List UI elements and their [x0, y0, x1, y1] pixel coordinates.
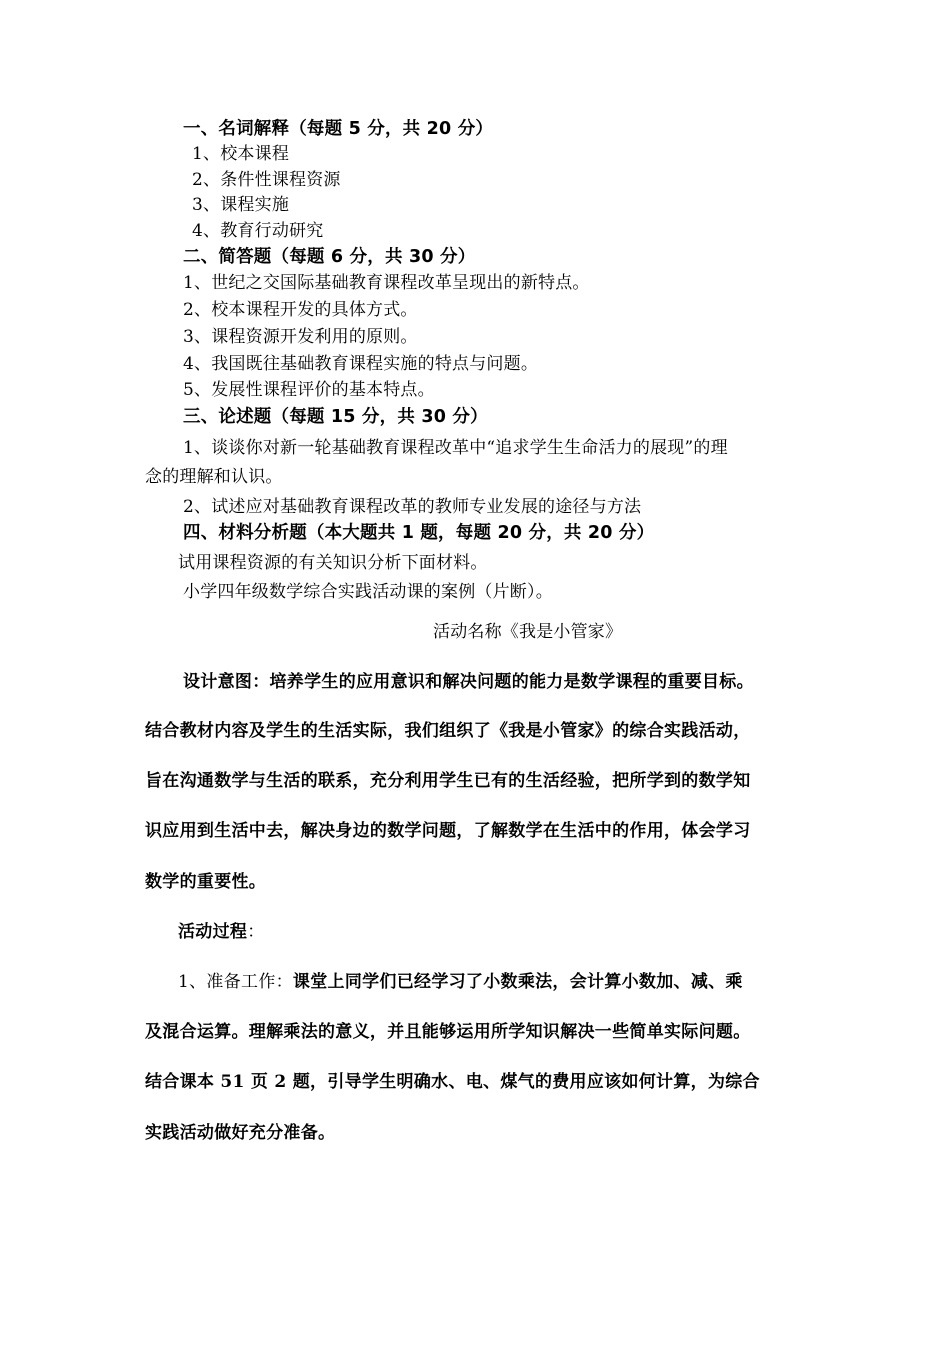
section1-title: 一、名词解释（每题 5 分，共 20 分） — [183, 119, 494, 139]
section2-title: 二、简答题（每题 6 分，共 30 分） — [183, 247, 476, 267]
design-intent-label: 设计意图 — [183, 672, 253, 692]
section2-item-2: 2、校本课程开发的具体方式。 — [183, 300, 418, 320]
process-colon: ： — [247, 922, 265, 942]
design-intent-line-4: 识应用到生活中去，解决身边的数学问题，了解数学在生活中的作用，体会学习 — [145, 821, 751, 841]
step1-line-2: 及混合运算。理解乘法的意义，并且能够运用所学知识解决一些简单实际问题。 — [145, 1022, 751, 1042]
section2-item-4: 4、我国既往基础教育课程实施的特点与问题。 — [183, 354, 539, 374]
activity-name: 活动名称《我是小管家》 — [433, 622, 623, 642]
design-intent-line-1 — [183, 671, 754, 693]
section1-item-4: 4、教育行动研究 — [192, 221, 324, 241]
design-intent-line-3: 旨在沟通数学与生活的联系，充分利用学生已有的生活经验，把所学到的数学知 — [145, 771, 751, 791]
step1-line-3: 结合课本 51 页 2 题，引导学生明确水、电、煤气的费用应该如何计算，为综合 — [145, 1072, 760, 1092]
step1-line-1 — [178, 971, 743, 993]
process-label: 活动过程 — [178, 922, 248, 942]
design-intent-line-5: 数学的重要性。 — [145, 872, 267, 892]
step1-text-1: 课堂上同学们已经学习了小数乘法，会计算小数加、减、乘 — [292, 972, 743, 992]
section2-item-1: 1、世纪之交国际基础教育课程改革呈现出的新特点。 — [183, 273, 590, 293]
section2-item-5: 5、发展性课程评价的基本特点。 — [183, 380, 435, 400]
section4-case-intro: 小学四年级数学综合实践活动课的案例（片断）。 — [183, 582, 553, 602]
section1-item-2: 2、条件性课程资源 — [192, 170, 341, 190]
section3-item-1-line-1: 1、谈谈你对新一轮基础教育课程改革中“追求学生生命活力的展现”的理 — [183, 438, 728, 458]
design-intent-line-2: 结合教材内容及学生的生活实际，我们组织了《我是小管家》的综合实践活动， — [145, 721, 751, 741]
section4-title: 四、材料分析题（本大题共 1 题，每题 20 分，共 20 分） — [183, 523, 655, 543]
section1-item-3: 3、课程实施 — [192, 195, 290, 215]
section4-instruction: 试用课程资源的有关知识分析下面材料。 — [178, 553, 488, 573]
section2-item-3: 3、课程资源开发利用的原则。 — [183, 327, 418, 347]
section3-item-2: 2、试述应对基础教育课程改革的教师专业发展的途径与方法 — [183, 497, 642, 517]
design-intent-text-1: ：培养学生的应用意识和解决问题的能力是数学课程的重要目标。 — [252, 672, 754, 692]
process-heading — [178, 921, 265, 943]
step1-label: 1、准备工作： — [178, 972, 293, 992]
step1-line-4: 实践活动做好充分准备。 — [145, 1123, 336, 1143]
section3-title: 三、论述题（每题 15 分，共 30 分） — [183, 407, 488, 427]
section1-item-1: 1、校本课程 — [192, 144, 290, 164]
section3-item-1-line-2: 念的理解和认识。 — [145, 467, 283, 487]
